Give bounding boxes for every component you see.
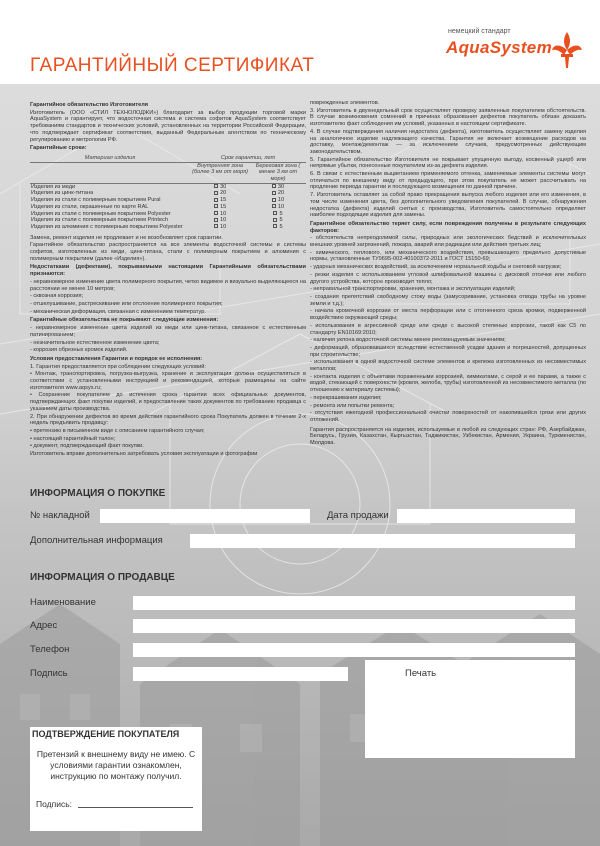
table-header-inner-zone: Внутренняя зона (более 3 км от моря) xyxy=(190,162,250,183)
list-item: 2. При обнаружении дефектов во время действия гарантийного срока Покупатель должен в течение 2-х недель предъявить продавцу: xyxy=(30,413,306,427)
invoice-number-field[interactable] xyxy=(100,509,310,523)
territory-text: Гарантия распространяется на изделия, используемые в любой из следующих стран: РФ, Азербайджан, Беларусь, Грузия, Казахстан, Кыргызстан, Таджикистан, Узбекистан, Армения, Украина, Туркменистан, Молдова. xyxy=(310,426,586,447)
table-row: Изделия из стали с полимерным покрытием Printech 10 5 xyxy=(31,217,283,224)
list-item: - обстоятельств непреодолимой силы, природных или экологических бедствий и исключительных внешних уровней загрязнений, пожара, аварий или радиации или действия третьих лиц; xyxy=(310,235,586,249)
no-renewal-text: Замена, ремонт изделия не продлевает и не возобновляет срок гарантии. xyxy=(30,234,223,241)
checkbox[interactable] xyxy=(214,198,218,202)
purchase-info-heading: ИНФОРМАЦИЯ О ПОКУПКЕ xyxy=(30,488,166,499)
list-item: - перекрашивания изделия; xyxy=(310,394,382,401)
seller-name-field[interactable] xyxy=(133,596,575,610)
table-row: Изделия из стали с полимерным покрытием Polyester 10 5 xyxy=(31,210,283,217)
checkbox[interactable] xyxy=(272,184,276,188)
table-header-material: Материал изделия xyxy=(30,155,190,162)
fleur-de-lis-icon xyxy=(550,30,584,70)
list-item: - ударных механических воздействий, за исключением нормальной ходьбы и снеговой нагрузки; xyxy=(310,264,562,271)
list-item: - отшелушивание, растрескивание или отслоение полимерного покрытия; xyxy=(30,300,223,307)
seller-info-heading: ИНФОРМАЦИЯ О ПРОДАВЦЕ xyxy=(30,572,175,583)
checkbox[interactable] xyxy=(272,198,276,202)
certificate-header xyxy=(0,0,600,84)
list-item: 1. Гарантия предоставляется при соблюдении следующих условий: xyxy=(30,363,206,370)
buyer-confirmation-box xyxy=(30,727,202,831)
void-conditions-heading: Гарантийное обязательство теряет силу, если повреждения получены в результате следующих факторов: xyxy=(310,220,586,234)
list-item: - использования в одной водосточной системе элементов и крепежа изготовленных из несовместимых металлов; xyxy=(310,359,586,373)
warranty-terms-table xyxy=(30,155,306,231)
table-row: Изделия из меди 30 30 xyxy=(31,183,285,190)
table-row: Изделия из стали, окрашенные по карте RAL 15 10 xyxy=(31,203,285,210)
manufacturer-warranty-heading: Гарантийное обязательство Изготовителя xyxy=(30,102,149,108)
list-item: • Сохранение покупателем до истечения срока гарантии всех официальных документов, подтверждающих факт покупки изделий, и предоставление таких документов по требованию продавца с указанием даты производства. xyxy=(30,392,306,412)
seller-address-field[interactable] xyxy=(133,619,575,633)
table-row: Изделия из цинк-титана 20 20 xyxy=(31,190,285,197)
list-item: - неравномерное изменение цвета изделий из меди или цинк-титана, связанное с естественным патинированием; xyxy=(30,325,306,338)
paragraph: 4. В случае подтверждения наличия недостатка (дефекта), изготовитель осуществляет замену изделия на аналогичное изделие надлежащего качества. Гарантия не включает возмещение расходов на доставку, монтаж/демонтаж — за исключением случаев, предусмотренных действующим законодательством. xyxy=(310,128,586,155)
seller-signature-label: Подпись xyxy=(30,668,68,679)
table-header-row xyxy=(30,155,306,162)
additional-info-label: Дополнительная информация xyxy=(30,535,163,546)
checkbox[interactable] xyxy=(214,204,218,208)
list-item: - резки изделия с использованием угловой шлифовальной машины с дисковой отсечки или любого другого устройства, которое производит тепло; xyxy=(310,271,586,285)
list-item: - неравномерное изменение цвета полимерного покрытия, четко видимое и визуально выделяющееся на расстоянии не менее 10 метров; xyxy=(30,278,306,292)
left-terms-column xyxy=(30,100,306,459)
list-item: - механическая деформация, связанная с изменением температур. xyxy=(30,308,206,315)
list-item: - химического, теплового, или механического воздействия, превышающего предельно допустимые нормы, установленные ТУ9695-002-40100372-2011 и ГОСТ 15150-69; xyxy=(310,249,586,263)
manufacturer-warranty-text: Изготовитель (ООО «СТИЛ ТЕХНОЛОДЖИ») благодарит за выбор продукции торговой марки AquaSystem и гарантирует, что водосточная система и система софитов AquaSystem соответствует требованиям стандартов и технических условий, установленных на территории Российской Федерации, что подтверждает сертификат соответствия, выданный Федеральным агентством по техническому регулированию и метрологии РФ. xyxy=(30,109,306,143)
buyer-confirmation-heading: ПОДТВЕРЖДЕНИЕ ПОКУПАТЕЛЯ xyxy=(32,729,180,739)
seller-address-label: Адрес xyxy=(30,620,58,631)
list-item: - деформаций, образовавшихся вследствие естественной усадки здания и погрешностей, допущенных при строительстве; xyxy=(310,344,586,358)
checkbox[interactable] xyxy=(273,211,277,215)
list-item: - контакта изделия с объектами пораженными коррозией, химикатами, с серой и ее парами, а также с водой, стекающей с поверхности (кровля, желоба, трубы) изготовленной из несовместимого металла (по отношению к материалу системы); xyxy=(310,373,586,394)
paragraph: 5. Гарантийное обязательство Изготовителя не покрывает упущенную выгоду, косвенный ущерб или непрямые убытки, понесенные покупателем из-за дефекта изделия. xyxy=(310,156,586,170)
list-item: - коррозия обрезных кромок изделий. xyxy=(30,347,128,354)
table-subheader-row xyxy=(30,162,306,183)
paragraph: 3. Изготовитель в двухнедельный срок осуществляет проверку заявленных покупателем обстоятельств. В случае возникновения сомнений в причинах образования дефектов покупатель обязан доказать изготовителю факт соблюдения им условий, указанных в настоящем сертификате. xyxy=(310,107,586,128)
list-item: - неправильной транспортировки, хранения, монтажа и эксплуатации изделий; xyxy=(310,286,516,293)
paragraph: 6. В связи с естественным выцветанием применяемого отгенка, заменяемые элементы системы могут отличаться по внешнему виду от предыдущего, при этом покупатель не может рассчитывать на продление периода гарантии и последующего возмещения по данной причине. xyxy=(310,171,586,191)
paragraph: 7. Изготовитель оставляет за собой право прекращения выпуска любого изделия или его изменения, в том числе изменения цвета, без дополнительного уведомления покупателей. В случае, обнаружения недостатка (дефекта) изделий снятых с производства, Изготовитель самостоятельно определяет наиболее подходящие изделия для замены. xyxy=(310,192,586,219)
checkbox[interactable] xyxy=(214,224,218,228)
list-item: - ремонта или попытки ремонта; xyxy=(310,402,395,409)
buyer-signature-label: Подпись: xyxy=(36,799,73,809)
checkbox[interactable] xyxy=(214,191,218,195)
list-item: • Монтаж, транспортировка, погрузка-выгрузка, хранение и эксплуатация должна осуществляться в соответствии с установленными инструкцией и рекомендацией, которые размещены на сайте изготовителя www.aqsys.ru; xyxy=(30,371,306,391)
list-item: • документ, подтверждающий факт покупки. xyxy=(30,443,144,450)
stamp-label: Печать xyxy=(405,668,437,679)
seller-name-label: Наименование xyxy=(30,597,96,608)
list-item: - создания препятствий свободному стоку воды (замусоривание, установка отвода трубы на уровне земли и т.д.); xyxy=(310,293,586,307)
table-header-coast-zone: Береговая зона ( менее 3 км от моря) xyxy=(250,162,306,183)
list-item: - отсутствия ежегодной профессиональной очистки поверхностей от накопившейся грязи или других отложений. xyxy=(310,410,586,423)
list-item: - наличия уклона водосточной системы менее рекомендуемым значениям; xyxy=(310,337,506,344)
list-item: - незначительное естественное изменение цвета; xyxy=(30,339,160,346)
checkbox[interactable] xyxy=(273,218,277,222)
checkbox[interactable] xyxy=(273,224,277,228)
logo-tagline: немецкий стандарт xyxy=(448,28,511,35)
list-item: • настоящий гарантийный талон; xyxy=(30,435,116,442)
defects-heading: Недостатками (дефектами), покрываемыми настоящими Гарантийными обязательствами признаются: xyxy=(30,264,306,278)
checkbox[interactable] xyxy=(272,204,276,208)
brand-logo xyxy=(446,28,586,78)
paragraph: поврежденных элементов. xyxy=(310,100,380,106)
checkbox[interactable] xyxy=(214,218,218,222)
sale-date-field[interactable] xyxy=(397,509,575,523)
additional-info-field[interactable] xyxy=(190,534,575,548)
list-item: Изготовитель вправе дополнительно затребовать условия эксплуатации и фотографии xyxy=(30,451,258,458)
seller-phone-label: Телефон xyxy=(30,644,70,655)
stamp-area[interactable] xyxy=(365,660,575,758)
buyer-confirmation-text: Претензий к внешнему виду не имею. С условиями гарантии ознакомлен, инструкцию по монтажу получил. xyxy=(36,749,196,781)
right-terms-column xyxy=(310,100,586,448)
table-row: Изделия из алюминия с полимерным покрытием Polyester 10 5 xyxy=(31,223,283,230)
list-item: • претензию в письменном виде с описанием гарантийного случая; xyxy=(30,427,205,434)
sale-date-label: Дата продажи xyxy=(327,510,389,521)
coverage-text: Гарантийное обязательство распространяется на все элементы водосточной системы и системы софитов, изготовленных из меди, цинк-титана, стали с полимерным покрытием и алюминия с полимерным покрытием (далее «Изделия»). xyxy=(30,242,306,262)
page-title: ГАРАНТИЙНЫЙ СЕРТИФИКАТ xyxy=(30,55,315,76)
checkbox[interactable] xyxy=(214,184,218,188)
logo-wordmark: AquaSystem xyxy=(446,38,552,57)
table-row: Изделия из стали с полимерным покрытием Pural 15 10 xyxy=(31,197,285,204)
list-item: - начала кромочной коррозии от места перфорации или с отогненного среза кромки, подверженной воздействию окружающей среды; xyxy=(310,308,586,322)
seller-phone-field[interactable] xyxy=(133,643,575,657)
table-header-term: Срок гарантии, лет xyxy=(190,155,306,162)
conditions-heading: Условия предоставления Гарантии и порядок ее исполнения: xyxy=(30,355,203,362)
list-item: - использования в агрессивной среде или среде с высокой степенью коррозии, такой как C5 по стандарту EN10169:2010; xyxy=(310,322,586,336)
checkbox[interactable] xyxy=(214,211,218,215)
checkbox[interactable] xyxy=(272,191,276,195)
list-item: - сквозная коррозия; xyxy=(30,293,84,300)
invoice-number-label: № накладной xyxy=(30,510,90,521)
exclusions-heading: Гарантийные обязательства не покрывают следующие изменения: xyxy=(30,317,219,324)
buyer-signature-field[interactable] xyxy=(78,807,193,808)
seller-signature-field[interactable] xyxy=(133,667,348,681)
warranty-terms-heading: Гарантийные сроки: xyxy=(30,145,87,152)
